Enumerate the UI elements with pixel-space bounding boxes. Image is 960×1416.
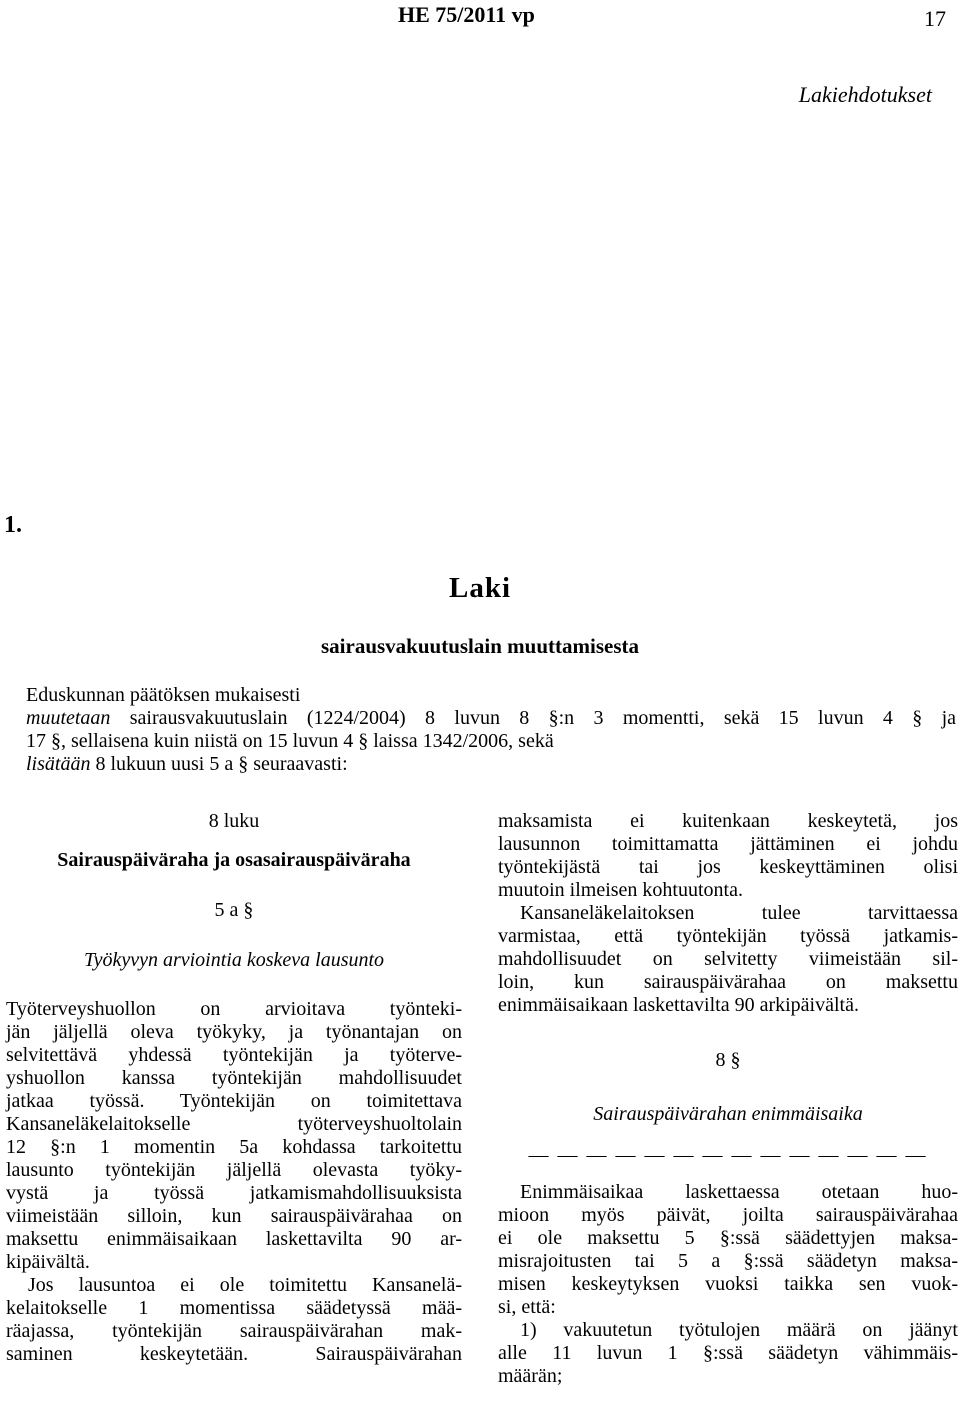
- page-number: 17: [924, 6, 946, 31]
- law-title: Laki: [448, 572, 512, 604]
- section-5a-number: 5 a §: [214, 899, 254, 921]
- text-line: mioon myös päivät, joilta sairauspäivärahaa: [498, 1204, 958, 1226]
- text-line: varmistaa, että työntekijän työssä jatkamis-: [498, 925, 958, 947]
- section-heading: Lakiehdotukset: [798, 82, 932, 107]
- text-line: kelaitokselle 1 momentissa säädetyssä mää-: [6, 1297, 462, 1319]
- enactment-line-2: [26, 707, 956, 730]
- enactment-clause: [26, 684, 956, 776]
- text-line: Enimmäisaikaa laskettaessa otetaan huo-: [520, 1181, 958, 1203]
- text-line: 12 §:n 1 momentin 5a kohdassa tarkoitettu: [6, 1136, 462, 1158]
- text-line: 1) vakuutetun työtulojen määrä on jäänyt: [520, 1319, 958, 1341]
- text-line: lausunnon toimittamatta jättäminen ei johdu: [498, 833, 958, 855]
- section-5a-paragraph-1: [6, 998, 462, 1274]
- text-line: selvitettävä yhdessä työntekijän ja työterve-: [6, 1044, 462, 1066]
- section-5a-paragraph-3: [498, 902, 958, 1017]
- section-5a-title: Työkyvyn arviointia koskeva lausunto: [83, 949, 385, 971]
- enactment-line-1: Eduskunnan päätöksen mukaisesti: [26, 684, 301, 706]
- left-column: [6, 810, 462, 1366]
- text-line: misen keskeytyksen vuoksi taikka sen vuok-: [498, 1273, 958, 1295]
- text-line: Jos lausuntoa ei ole toimitettu Kansanelä-: [28, 1274, 462, 1296]
- text-line: maksamista ei kuitenkaan keskeytetä, jos: [498, 810, 958, 832]
- text-line: ei ole maksettu 5 §:ssä säädettyjen maksa-: [498, 1227, 958, 1249]
- section-5a-paragraph-2: [6, 1274, 462, 1366]
- text-line: muutoin ilmeisen kohtuutonta.: [498, 879, 743, 901]
- enactment-line-4: [26, 753, 956, 776]
- section-8-paragraph: [498, 1181, 958, 1319]
- amend-keyword: muutetaan: [26, 707, 111, 729]
- omission-marker: — — — — — — — — — — — — — —: [528, 1144, 928, 1166]
- section-8-number: 8 §: [715, 1049, 741, 1071]
- add-keyword: lisätään: [26, 753, 91, 775]
- text-line: misrajoitusten tai 5 a §:ssä säädetyn maksa-: [498, 1250, 958, 1272]
- text-line: määrän;: [498, 1365, 563, 1387]
- section-5a-continuation: [498, 810, 958, 902]
- text-line: Kansaneläkelaitokselle työterveyshuoltolain: [6, 1113, 462, 1135]
- chapter-number: 8 luku: [208, 810, 260, 832]
- text-line: si, että:: [498, 1296, 556, 1318]
- proposal-number: 1.: [4, 512, 22, 538]
- text-line: työntekijästä tai jos keskeyttäminen olisi: [498, 856, 958, 878]
- text-line: kipäivältä.: [6, 1251, 90, 1273]
- text-line: vystä ja työssä jatkamismahdollisuuksista: [6, 1182, 462, 1204]
- right-column: [498, 810, 958, 1388]
- text-line: räajassa, työntekijän sairauspäivärahan mak-: [6, 1320, 462, 1342]
- enactment-line-4-text: 8 lukuun uusi 5 a § seuraavasti:: [90, 753, 348, 775]
- text-line: loin, kun sairauspäivärahaa on maksettu: [498, 971, 958, 993]
- text-line: enimmäisaikaan laskettavilta 90 arkipäivältä.: [498, 994, 859, 1016]
- text-line: maksettu enimmäisaikaan laskettavilta 90 ar-: [6, 1228, 462, 1250]
- text-line: jatkaa työssä. Työntekijän on toimitettava: [6, 1090, 462, 1112]
- enactment-line-2-text: sairausvakuutuslain (1224/2004) 8 luvun 8 §:n 3 momentti, sekä 15 luvun 4 § ja: [110, 707, 956, 729]
- section-8-title: Sairauspäivärahan enimmäisaika: [593, 1103, 863, 1125]
- text-line: viimeistään silloin, kun sairauspäivärahaa on: [6, 1205, 462, 1227]
- text-line: yshuollon kanssa työntekijän mahdollisuudet: [6, 1067, 462, 1089]
- text-line: Kansaneläkelaitoksen tulee tarvittaessa: [520, 902, 958, 924]
- text-line: mahdollisuudet on selvitetty viimeistään sil-: [498, 948, 958, 970]
- text-line: Työterveyshuollon on arvioitava työnteki-: [6, 998, 462, 1020]
- chapter-title: Sairauspäiväraha ja osasairauspäiväraha: [57, 849, 411, 871]
- text-line: saminen keskeytetään. Sairauspäivärahan: [6, 1343, 462, 1365]
- law-subtitle: sairausvakuutuslain muuttamisesta: [321, 634, 639, 658]
- section-8-item-1: [498, 1319, 958, 1388]
- enactment-line-3: 17 §, sellaisena kuin niistä on 15 luvun 4 § laissa 1342/2006, sekä: [26, 730, 554, 752]
- text-line: jän jäljellä oleva työkyky, ja työnantajan on: [6, 1021, 462, 1043]
- text-line: alle 11 luvun 1 §:ssä säädetyn vähimmäis-: [498, 1342, 958, 1364]
- document-id: HE 75/2011 vp: [398, 2, 535, 27]
- text-line: lausunto työntekijän jäljellä olevasta työky-: [6, 1159, 462, 1181]
